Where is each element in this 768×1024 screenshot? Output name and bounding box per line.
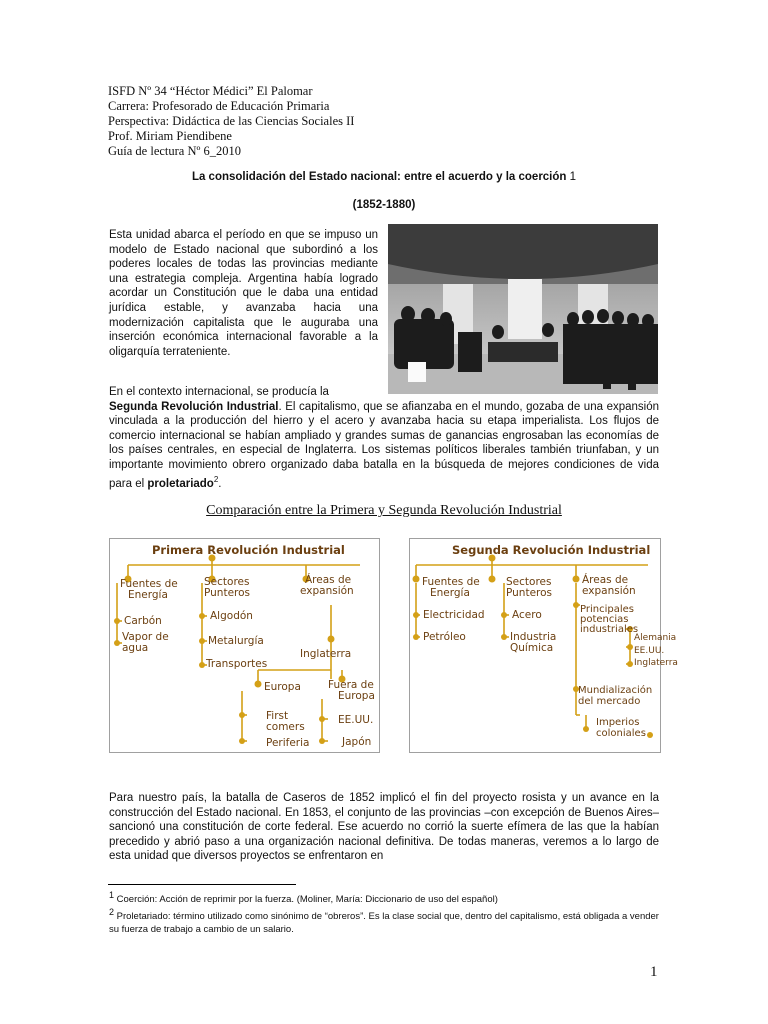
diagram2-imperios-2: coloniales (596, 728, 646, 739)
context-lead: En el contexto internacional, se producía la (109, 386, 329, 398)
diagram2-sectors-head-1: Sectores (506, 576, 552, 588)
historical-engraving-image (388, 224, 658, 394)
title-footnote-ref: 1 (569, 171, 577, 183)
diagram1-europa-item-3: Periferia (266, 737, 310, 749)
header-professor: Prof. Miriam Piendibene (108, 129, 232, 143)
diagram1-areas-head-1: Áreas de (305, 574, 352, 586)
diagram2-sectors-head-2: Punteros (506, 587, 553, 599)
diagram-first-revolution (109, 538, 380, 753)
diagram1-energy-item-2: Vapor de (122, 631, 169, 643)
context-body: . El capitalismo, que se afianzaba en el mundo, gozaba de una expansión vinculada a la producción del hierro y el acero y avanzaba hacia su etapa imperialista. Los flujos de comercio internacional se habían ampliado y grandes sumas de ganancias engrosaban las economías de los países centrales, en especial de Inglaterra. Los sistemas políticos liberales también triunfaban, y un importante movimiento obrero organizado daba batalla en la búsqueda de mejores condiciones de vida para el (109, 400, 659, 490)
diagram1-areas-head-2: expansión (300, 585, 354, 597)
page-number: 1 (650, 964, 658, 980)
context-paragraph (109, 385, 659, 491)
diagram1-europa: Europa (264, 681, 301, 693)
footnote-1-number: 1 (109, 890, 115, 900)
diagram1-energy-item-1: Carbón (124, 615, 162, 627)
diagram2-powers-head-3: industriales (580, 624, 639, 635)
footnote-2 (109, 906, 669, 936)
diagram1-europa-item-2: comers (266, 721, 305, 733)
diagram1-sectors-head-1: Sectores (204, 576, 250, 588)
diagram2-energy-head-1: Fuentes de (422, 576, 480, 588)
footnote-1-text: Coerción: Acción de reprimir por la fuerza. (Moliner, María: Diccionario de uso del español) (116, 894, 498, 906)
diagram2-powers-head-1: Principales (580, 604, 634, 615)
diagram1-europa-item-1: First (266, 710, 289, 722)
footnote-2-text: Proletariado: término utilizado como sinónimo de “obreros”. Es la clase social que, dentro del capitalismo, está obligada a vender su fuerza de trabajo a cambio de un salario. (109, 911, 659, 936)
header-institution: ISFD Nº 34 “Héctor Médici” El Palomar (108, 84, 313, 98)
context-end: . (218, 477, 222, 490)
footnote-1 (109, 889, 669, 906)
document-title (0, 171, 768, 183)
diagram2-sectors-item-3: Química (510, 642, 554, 654)
title-years: (1852-1880) (352, 199, 416, 211)
diagram2-sectors-item-2: Industria (510, 631, 557, 643)
diagram2-areas-head-2: expansión (582, 585, 636, 597)
context-bold-proletariado: proletariado (147, 477, 214, 490)
diagram1-fuera-item-1: EE.UU. (338, 714, 374, 726)
diagram2-mundial-2: del mercado (578, 696, 641, 707)
header-career: Carrera: Profesorado de Educación Primaria (108, 99, 330, 113)
diagram2-energy-item-2: Petróleo (423, 631, 466, 643)
footnote-2-number: 2 (109, 907, 115, 917)
diagram1-fuera-1: Fuera de (328, 679, 374, 691)
diagram2-mundial-1: Mundialización (578, 685, 653, 696)
diagram1-title: Primera Revolución Industrial (152, 543, 345, 557)
intro-paragraph: Esta unidad abarca el período en que se impuso un modelo de Estado nacional que subordinó a los poderes locales de todas las provincias mediante una estrategia compleja. Argentina había logrado acordar un Constitución que le daba una entidad jurídica estable, y avanzaba hacia una modernización capitalista que le auguraba una inserción económica internacional favorable a la oligarquía terrateniente. (109, 229, 378, 358)
diagram2-powers-head-2: potencias (580, 614, 629, 625)
diagram2-imperios-1: Imperios (596, 717, 640, 728)
diagram1-country: Inglaterra (300, 648, 352, 660)
diagram1-sectors-item-2: Metalurgía (208, 635, 264, 647)
diagram1-sectors-item-3: Transportes (206, 658, 268, 670)
diagram1-fuera-2: Europa (338, 690, 375, 702)
header-perspective: Perspectiva: Didáctica de las Ciencias Sociales II (108, 114, 355, 128)
diagram2-sectors-item-1: Acero (512, 609, 542, 621)
diagram2-energy-head-2: Energía (430, 587, 470, 599)
diagram1-fuera-item-2: Japón (342, 736, 372, 748)
diagram1-sectors-item-1: Algodón (210, 610, 253, 622)
diagram2-title: Segunda Revolución Industrial (452, 543, 651, 557)
diagram1-sectors-head-2: Punteros (204, 587, 251, 599)
title-text: La consolidación del Estado nacional: entre el acuerdo y la coerción (191, 171, 567, 183)
footnote-separator (108, 884, 296, 885)
diagram1-energy-head-1: Fuentes de (120, 578, 178, 590)
diagram1-energy-item-3: agua (122, 642, 149, 654)
diagram2-power-3: Inglaterra (634, 658, 678, 668)
context-footnote-ref: 2 (213, 474, 219, 484)
context-bold-term: Segunda Revolución Industrial (109, 400, 279, 413)
caseros-paragraph: Para nuestro país, la batalla de Caseros de 1852 implicó el fin del proyecto rosista y un avance en la construcción del Estado nacional. En 1853, el conjunto de las provincias –con excepción de Buenos Aires– sancionó una constitución de corte federal. Ese acuerdo no corrió la suerte efímera de las que la habían precedido y abrió paso a una organización nacional definitiva. De todas maneras, veremos a lo largo de esta unidad que diversos proyectos se enfrentaron en (109, 792, 659, 863)
diagram2-power-1: Alemania (634, 633, 677, 643)
diagram2-energy-item-1: Electricidad (423, 609, 485, 621)
diagram2-power-2: EE.UU. (634, 646, 665, 656)
diagram2-areas-head-1: Áreas de (582, 574, 629, 586)
header-guide: Guía de lectura Nº 6_2010 (108, 144, 242, 158)
diagram1-energy-head-2: Energía (128, 589, 168, 601)
comparison-title: Comparación entre la Primera y Segunda Revolución Industrial (206, 503, 562, 518)
diagram-second-revolution (409, 538, 678, 753)
